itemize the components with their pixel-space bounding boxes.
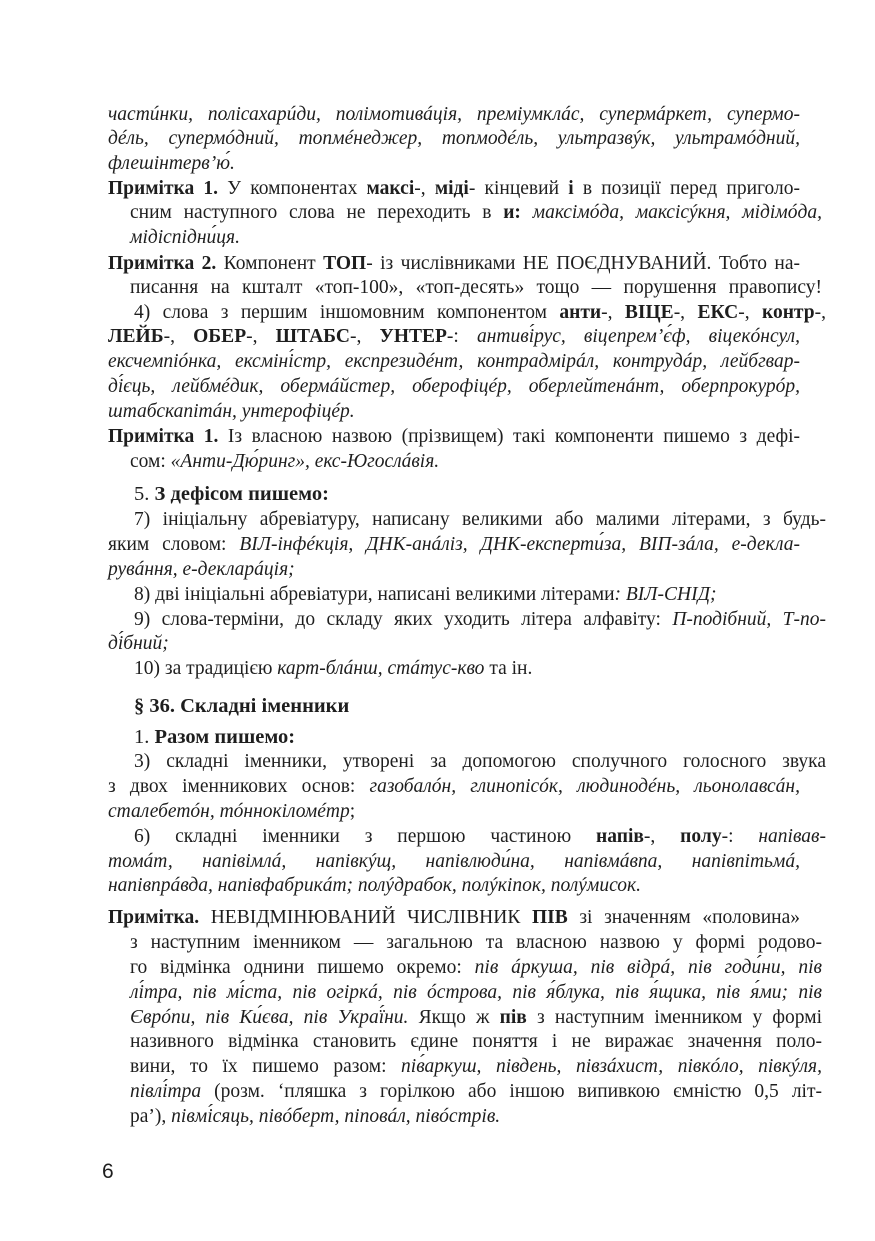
body-text: 6) складні іменники з першою частиною [134, 826, 596, 847]
bold-text: Примітка 1. [108, 178, 219, 199]
italic-example: газобалóн, глинопісóк, людинодéнь, льонолавсáн, [369, 776, 800, 797]
italic-example: ді́бний; [108, 633, 169, 654]
italic-example: штабскапітáн, унтерофіцéр. [108, 401, 355, 422]
body-text: Із власною назвою (прізвищем) такі компоненти пишемо з дефі- [218, 426, 801, 447]
bold-text: УНТЕР [379, 326, 447, 347]
bold-text: § 36. Складні іменники [134, 695, 350, 717]
italic-example: П-подібний, Т-по- [672, 609, 826, 630]
italic-example: флешінтерв’ю́. [108, 153, 235, 174]
body-text: 10) за традицією [134, 658, 278, 679]
body-text: в позиції перед приголо- [573, 178, 800, 199]
italic-example: максімóда, максісýкня, мідімóда, [520, 202, 822, 223]
text-line [108, 800, 800, 824]
italic-example: лі́тра, пів мі́ста, пів огіркá, пів óстрова, пів я́блука, пів я́щика, пів я́ми; пів [130, 982, 822, 1003]
body-text: -, [163, 326, 194, 347]
body-text: (розм. ‘пляшка з горілкою або іншою випивкою ємністю 0,5 літ- [201, 1081, 822, 1102]
body-text: -: [446, 326, 477, 347]
body-text: вини, то їх пишемо разом: [130, 1056, 402, 1077]
body-text: -, [814, 302, 826, 323]
italic-example: півмі́сяць, півóберт, піповáл, півóстрів. [171, 1106, 501, 1127]
bold-text: полу [680, 826, 722, 847]
body-text: сним наступного слова не переходить в [130, 202, 504, 223]
body-text: -, [246, 326, 276, 347]
text-line [108, 482, 826, 506]
bold-text: ВІЦЕ [624, 302, 674, 323]
text-line [108, 350, 800, 374]
body-text: писання на кшталт «топ-100», «топ-десять» тощо — порушення правопису! [130, 277, 822, 298]
text-line [108, 850, 800, 874]
text-line [108, 425, 800, 449]
bold-text: ПІВ [531, 907, 568, 928]
body-text: з двох іменникових основ: [108, 776, 370, 797]
text-line [108, 127, 800, 151]
text-line [108, 226, 822, 250]
body-text: -, [414, 178, 435, 199]
bold-text: ЕКС [697, 302, 739, 323]
italic-example: напівав- [758, 826, 826, 847]
body-text: ; [349, 801, 356, 822]
body-text: 1. [134, 726, 155, 748]
bold-text: ТОП [323, 253, 367, 274]
text-line [108, 583, 826, 607]
body-text: НЕВІДМІНЮВАНИЙ ЧИСЛІВНИК [199, 907, 532, 928]
text-line [108, 825, 826, 849]
text-line [108, 201, 822, 225]
text-line [108, 152, 800, 176]
italic-example: пів áркуша, пів відрá, пів годи́ни, пів [474, 957, 822, 978]
text-line [108, 533, 800, 557]
body-text: 3) складні іменники, утворені за допомогою сполучного голосного звука [134, 751, 826, 772]
text-line [108, 931, 822, 955]
italic-example: сталебетóн, тóннокіломéтр [108, 801, 350, 822]
body-text: та ін. [484, 658, 533, 679]
body-text: називного відмінка становить єдине поняття і не виражає значення поло- [130, 1031, 822, 1052]
italic-example: мідіспідни́ця. [130, 227, 240, 248]
body-text: з наступним іменником у формі [526, 1007, 822, 1028]
text-line [108, 400, 800, 424]
italic-example: півлі́тра [130, 1081, 202, 1102]
text-line [108, 1080, 822, 1104]
bold-text: Примітка 1. [108, 426, 219, 447]
bold-text: анти [559, 302, 602, 323]
body-text: 7) ініціальну абревіатуру, написану великими або малими літерами, з будь- [134, 509, 826, 530]
body-text: 9) слова-терміни, до складу яких уходить літера алфавіту: [134, 609, 673, 630]
body-text: 4) слова з першим іншомовним компонентом [134, 302, 560, 323]
bold-text: максі [366, 178, 415, 199]
text-line [108, 1030, 822, 1054]
text-line [108, 325, 800, 349]
text-line [108, 906, 800, 930]
text-line [108, 874, 800, 898]
bold-text: Примітка. [108, 907, 200, 928]
bold-text: ЛЕЙБ [108, 326, 164, 347]
bold-text: напів [596, 826, 644, 847]
italic-example: ексчемпіóнка, ексміні́стр, експрезидéнт, контрадмірáл, контрудáр, лейбгвар- [108, 351, 800, 372]
body-text: -, [350, 326, 380, 347]
text-line [108, 775, 800, 799]
text-line [108, 694, 826, 718]
text-line [108, 632, 800, 656]
text-line [108, 450, 822, 474]
text-line [108, 750, 826, 774]
italic-example: частúнки, полісахарúди, полімотивáція, преміумклáс, супермáркет, супермо- [108, 104, 800, 125]
italic-example: ВІЛ-інфéкція, ДНК-анáліз, ДНК-експерти́за, ВІП-зáла, е-декла- [239, 534, 800, 555]
italic-example: напівпрáвда, напівфабрикáт; полýдрабок, полýкіпок, полýмисок. [108, 875, 641, 896]
body-text: ра’), [130, 1106, 172, 1127]
body-text: -, [643, 826, 681, 847]
body-text: Якщо ж [408, 1007, 500, 1028]
text-line [108, 558, 800, 582]
bold-text: и: [503, 202, 521, 223]
italic-example: томáт, напівімлá, напівкýщ, напівлюди́на, напівмáвпа, напівпітьмá, [108, 851, 800, 872]
body-text: яким словом: [108, 534, 240, 555]
body-text: -, [673, 302, 698, 323]
text-line [108, 301, 826, 325]
body-text: - кінцевий [468, 178, 569, 199]
italic-example: Єврóпи, пів Ки́єва, пів Украї́ни. [130, 1007, 409, 1028]
body-text: сом: [130, 451, 171, 472]
text-line [108, 375, 800, 399]
bold-text: ШТАБС [275, 326, 350, 347]
body-text: -, [601, 302, 625, 323]
italic-example: антиві́рус, віцепрем’є́ф, віцекóнсул, [476, 326, 801, 347]
bold-text: Разом пишемо: [154, 726, 296, 748]
text-line [108, 252, 800, 276]
text-line [108, 177, 800, 201]
text-line [108, 725, 826, 749]
body-text: -: [721, 826, 759, 847]
italic-example: «Анти-Дю́ринг», екс-Югослáвія. [170, 451, 440, 472]
body-text: 8) дві ініціальні абревіатури, написані великими літерами [134, 584, 615, 605]
bold-text: контр [761, 302, 815, 323]
bold-text: пів [499, 1007, 527, 1028]
italic-example: рувáння, е-декларáція; [108, 559, 295, 580]
body-text: У компонентах [218, 178, 367, 199]
italic-example: дéль, супермóдний, топмéнеджер, топмодéль, ультразвýк, ультрамóдний, [108, 128, 800, 149]
text-line [108, 1006, 822, 1030]
text-line [108, 956, 822, 980]
text-line [108, 608, 826, 632]
text-line [108, 981, 822, 1005]
bold-text: і [568, 178, 574, 199]
body-text: го відмінка однини пишемо окремо: [130, 957, 475, 978]
bold-text: ОБЕР [193, 326, 247, 347]
page-number: 6 [102, 1160, 114, 1183]
body-text: зі значенням «половина» [567, 907, 800, 928]
text-line [108, 1105, 822, 1129]
body-text: 5. [134, 483, 155, 505]
text-line [108, 103, 800, 127]
italic-example: карт-блáнш, стáтус-кво [277, 658, 485, 679]
body-text: - із числівниками НЕ ПОЄДНУВАНИЙ. Тобто на- [366, 253, 800, 274]
body-text: -, [738, 302, 762, 323]
text-line [108, 657, 826, 681]
bold-text: Примітка 2. [108, 253, 217, 274]
italic-example: ді́єць, лейбмéдик, обермáйстер, оберофіцéр, оберлейтенáнт, оберпрокурóр, [108, 376, 800, 397]
text-line [108, 508, 826, 532]
italic-example: : ВІЛ-СНІД; [614, 584, 717, 605]
text-line [108, 1055, 822, 1079]
text-line [108, 276, 822, 300]
italic-example: пів́аркуш, південь, півзáхист, півкóло, півкýля, [401, 1056, 822, 1077]
body-text: з наступним іменником — загальною та власною назвою у формі родово- [130, 932, 822, 953]
bold-text: міді [434, 178, 469, 199]
body-text: Компонент [216, 253, 324, 274]
bold-text: З дефісом пишемо: [154, 483, 329, 505]
